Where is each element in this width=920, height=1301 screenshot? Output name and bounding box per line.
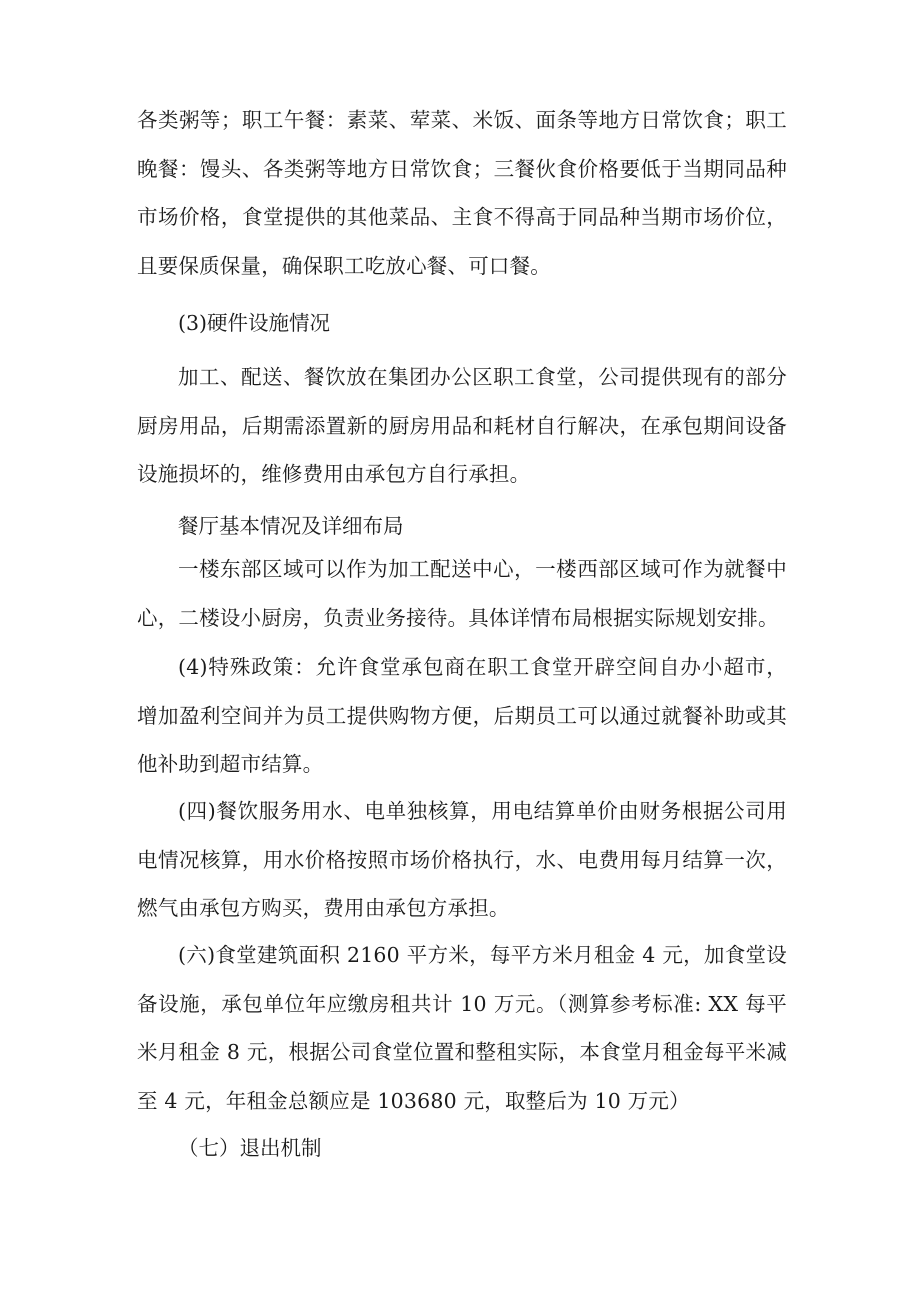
rent-paragraph: (六)食堂建筑面积 2160 平方米，每平方米月租金 4 元，加食堂设备设施，承包单位年应缴房租共计 10 万元。（测算参考标准: XX 每平米月租金 8 元，根据公司食堂位置和整租实际，本食堂月租金每平米减至 4 元，年租金总额应是 103680 元，取整后为 10 万元） xyxy=(137,943,787,1113)
layout-heading: 餐厅基本情况及详细布局 xyxy=(178,514,404,538)
meals-paragraph: 各类粥等；职工午餐：素菜、荤菜、米饭、面条等地方日常饮食；职工晚餐：馒头、各类粥等地方日常饮食；三餐伙食价格要低于当期同品种市场价格，食堂提供的其他菜品、主食不得高于同品种当期市场价位，且要保质保量，确保职工吃放心餐、可口餐。 xyxy=(137,108,787,278)
special-policy-paragraph: (4)特殊政策：允许食堂承包商在职工食堂开辟空间自办小超市，增加盈利空间并为员工提供购物方便，后期员工可以通过就餐补助或其他补助到超市结算。 xyxy=(137,655,787,776)
hardware-heading: (3)硬件设施情况 xyxy=(178,311,331,335)
hardware-paragraph: 加工、配送、餐饮放在集团办公区职工食堂，公司提供现有的部分厨房用品，后期需添置新的厨房用品和耗材自行解决，在承包期间设备设施损坏的，维修费用由承包方自行承担。 xyxy=(137,365,787,486)
utilities-paragraph: (四)餐饮服务用水、电单独核算，用电结算单价由财务根据公司用电情况核算，用水价格按照市场价格执行，水、电费用每月结算一次，燃气由承包方购买，费用由承包方承担。 xyxy=(137,799,787,920)
layout-paragraph: 一楼东部区域可以作为加工配送中心，一楼西部区域可作为就餐中心，二楼设小厨房，负责业务接待。具体详情布局根据实际规划安排。 xyxy=(137,557,787,630)
exit-mechanism-heading: （七）退出机制 xyxy=(178,1136,322,1160)
